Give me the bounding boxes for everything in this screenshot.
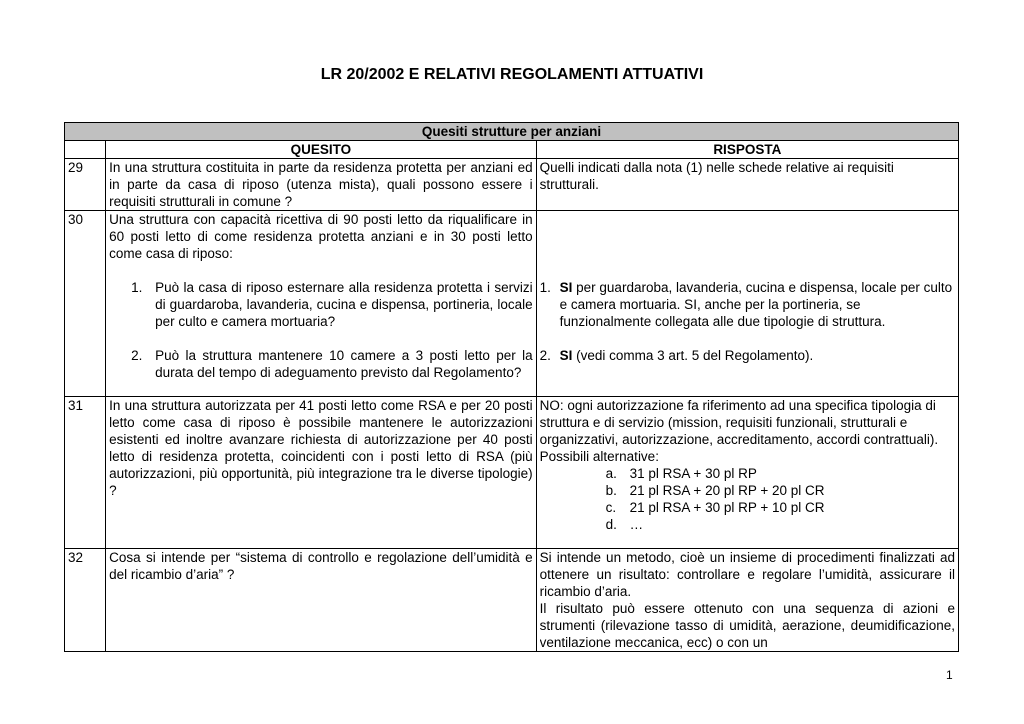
list-marker: d. — [605, 517, 617, 532]
list-marker: b. — [605, 483, 617, 498]
table-row — [65, 397, 959, 549]
document-title: LR 20/2002 E RELATIVI REGOLAMENTI ATTUATIVI — [320, 66, 704, 83]
list-item — [606, 499, 955, 516]
list-marker: 1. — [131, 280, 143, 295]
row-number: 30 — [65, 211, 106, 397]
list-marker: 2. — [539, 348, 551, 363]
question-cell — [106, 211, 537, 397]
header-risposta: RISPOSTA — [536, 141, 958, 159]
answer-cell — [536, 397, 958, 549]
list-text: Può la casa di riposo esternare alla residenza protetta i servizi di guardaroba, lavanderia, cucina e dispensa, portineria, locale per culto e camera mortuaria? — [155, 280, 533, 329]
list-text: 21 pl RSA + 30 pl RP + 10 pl CR — [629, 500, 825, 515]
question-cell: In una struttura autorizzata per 41 posti letto come RSA e per 20 posti letto come casa di riposo è possibile mantenere le autorizzazioni esistenti ed inoltre avanzare richiesta di autorizzazione per 40 posti letto di residenza protetta, coincidenti con i posti letto di RSA (più autorizzazioni, più opportunità, più integrazione tra le diverse tipologie) ? — [106, 397, 537, 549]
list-item — [606, 482, 955, 499]
table-caption-row — [65, 123, 959, 141]
page-number: 1 — [946, 668, 953, 682]
list-item — [540, 279, 955, 330]
table-row — [65, 211, 959, 397]
answer-keyword: SI — [559, 348, 573, 363]
answer-detail: (vedi comma 3 art. 5 del Regolamento). — [572, 348, 814, 363]
list-item — [606, 465, 955, 482]
row-number: 31 — [65, 397, 106, 549]
header-number — [65, 141, 106, 159]
row-number: 29 — [65, 159, 106, 211]
answer-text: NO: ogni autorizzazione fa riferimento ad una specifica tipologia di struttura e di servizio (mission, requisiti funzionali, strutturali e organizzativi, autorizzazione, accreditamento, accordi contrattuali). — [539, 398, 939, 447]
list-item — [540, 347, 955, 364]
table-row — [65, 159, 959, 211]
list-marker: a. — [605, 466, 617, 481]
table-header-row — [65, 141, 959, 159]
list-item — [131, 279, 533, 330]
list-text: 31 pl RSA + 30 pl RP — [629, 466, 757, 481]
list-item — [606, 516, 955, 533]
answer-keyword: SI — [559, 280, 573, 295]
table-caption: Quesiti strutture per anziani — [65, 123, 959, 141]
question-cell: In una struttura costituita in parte da residenza protetta per anziani ed in parte da casa di riposo (utenza mista), quali possono essere i requisiti strutturali in comune ? — [106, 159, 537, 211]
question-cell: Cosa si intende per “sistema di controllo e regolazione dell’umidità e del ricambio d’aria” ? — [106, 549, 537, 652]
list-text — [560, 279, 955, 330]
answer-cell — [536, 211, 958, 397]
answer-sublist — [540, 279, 955, 364]
answer-cell — [536, 549, 958, 652]
list-text: Può la struttura mantenere 10 camere a 3 posti letto per la durata del tempo di adeguamento previsto dal Regolamento? — [155, 348, 533, 380]
header-quesito: QUESITO — [106, 141, 537, 159]
answer-cell: Quelli indicati dalla nota (1) nelle schede relative ai requisiti strutturali. — [536, 159, 958, 211]
list-text: 21 pl RSA + 20 pl RP + 20 pl CR — [629, 483, 825, 498]
alternatives-list — [540, 465, 955, 533]
list-marker: c. — [605, 500, 617, 515]
row-number: 32 — [65, 549, 106, 652]
answer-text: Si intende un metodo, cioè un insieme di procedimenti finalizzati ad ottenere un risultato: controllare e regolare l’umidità, assicurare il ricambio d’aria. — [539, 550, 955, 599]
answer-detail: per guardaroba, lavanderia, cucina e dispensa, locale per culto e camera mortuaria. SI, anche per la portineria, se funzionalmente collegata alle due tipologie di struttura. — [559, 280, 953, 329]
list-text: … — [629, 517, 644, 532]
questions-table — [64, 122, 959, 652]
alternatives-label: Possibili alternative: — [539, 449, 659, 464]
list-item — [131, 347, 533, 381]
question-sublist — [109, 279, 533, 381]
table-row — [65, 549, 959, 652]
list-marker: 1. — [539, 280, 551, 295]
answer-text-continued: Il risultato può essere ottenuto con una sequenza di azioni e strumenti (rilevazione tasso di umidità, aerazione, deumidificazione, ventilazione meccanica, ecc) o con un — [539, 601, 955, 650]
list-marker: 2. — [131, 348, 143, 363]
list-text — [560, 347, 955, 364]
question-intro: Una struttura con capacità ricettiva di 90 posti letto da riqualificare in 60 posti letto di come residenza protetta anziani e in 30 posti letto come casa di riposo: — [109, 212, 533, 261]
